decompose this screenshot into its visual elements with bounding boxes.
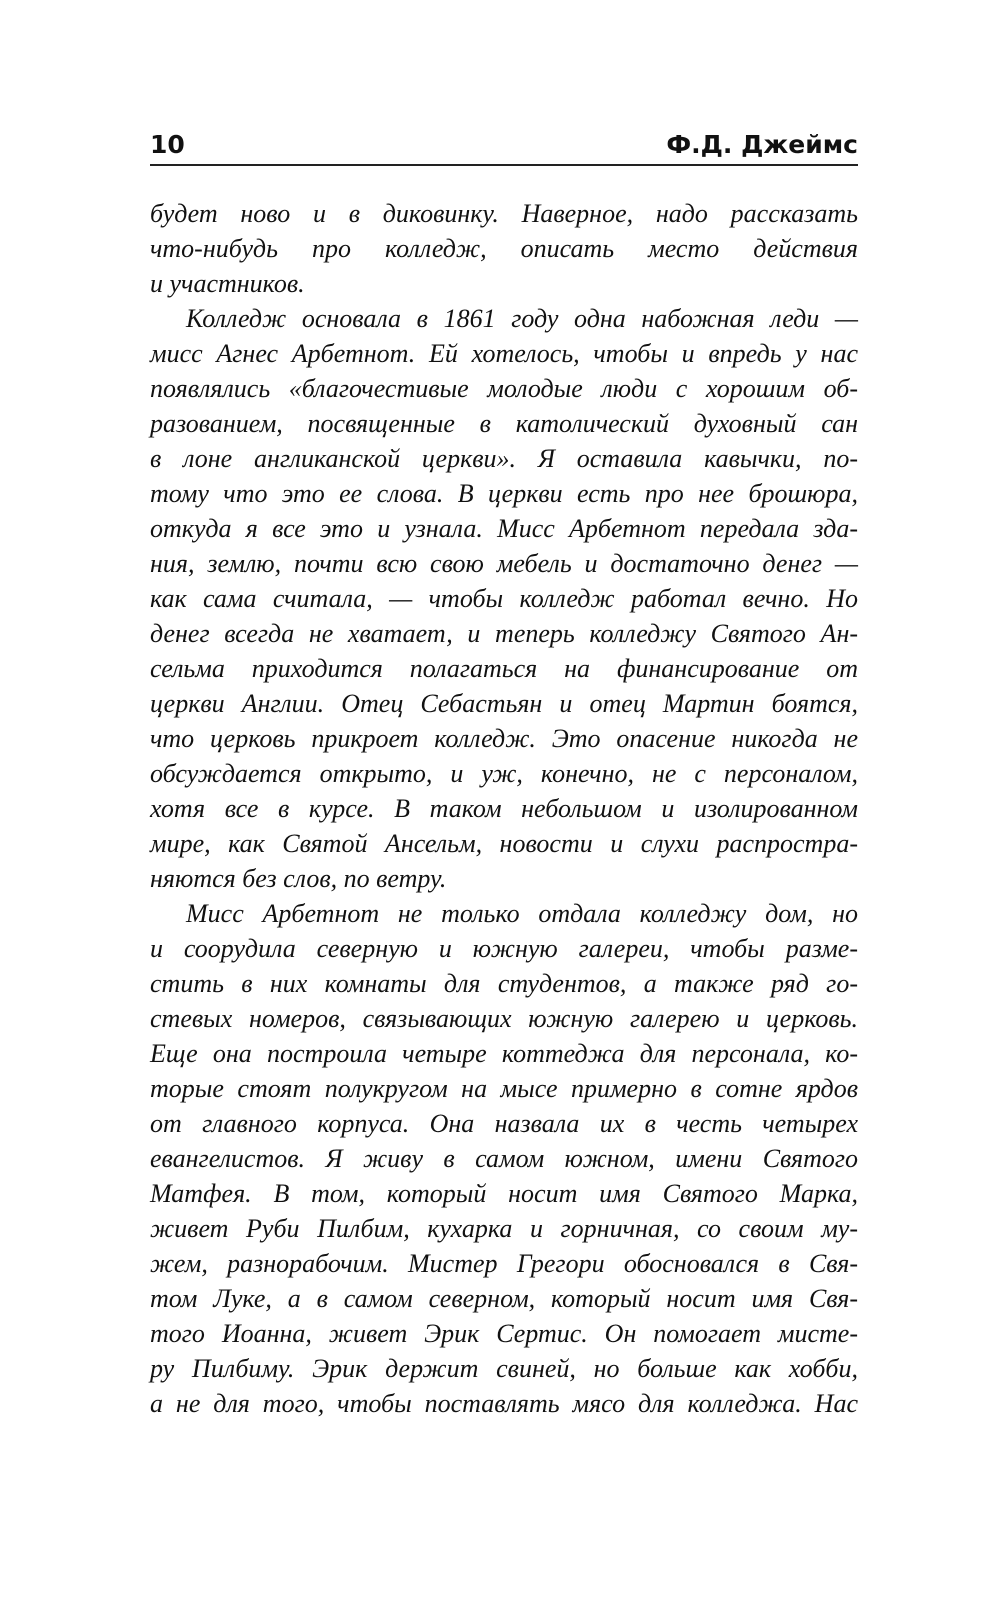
text-line: и соорудила северную и южную галереи, чтобы разме-: [150, 934, 858, 963]
text-line: обсуждается открыто, и уж, конечно, не с персоналом,: [150, 759, 858, 788]
text-line: живет Руби Пилбим, кухарка и горничная, со своим му-: [150, 1214, 858, 1243]
text-line: Матфея. В том, который носит имя Святого Марка,: [150, 1179, 858, 1208]
text-line: от главного корпуса. Она назвала их в честь четырех: [150, 1109, 858, 1138]
text-line: стевых номеров, связывающих южную галерею и церковь.: [150, 1004, 858, 1033]
text-line: и участников.: [150, 269, 305, 298]
text-line: разованием, посвященные в католический духовный сан: [150, 409, 858, 438]
text-line: откуда я все это и узнала. Мисс Арбетнот передала зда-: [150, 514, 858, 543]
text-line: что-нибудь про колледж, описать место действия: [150, 234, 858, 263]
running-header: [150, 128, 858, 166]
text-line: в лоне англиканской церкви». Я оставила кавычки, по-: [150, 444, 858, 473]
text-line: ру Пилбиму. Эрик держит свиней, но больше как хобби,: [150, 1354, 858, 1383]
text-line: что церковь прикроет колледж. Это опасение никогда не: [150, 724, 858, 753]
text-line: хотя все в курсе. В таком небольшом и изолированном: [150, 794, 858, 823]
text-line: Мисс Арбетнот не только отдала колледжу дом, но: [186, 899, 858, 928]
text-line: няются без слов, по ветру.: [150, 864, 447, 893]
page-number: 10: [150, 130, 185, 159]
text-line: ния, землю, почти всю свою мебель и достаточно денег —: [150, 549, 858, 578]
text-line: стить в них комнаты для студентов, а также ряд го-: [150, 969, 858, 998]
text-line: Колледж основала в 1861 году одна набожная леди —: [186, 304, 858, 333]
text-line: будет ново и в диковинку. Наверное, надо рассказать: [150, 199, 858, 228]
text-line: того Иоанна, живет Эрик Сертис. Он помогает мисте-: [150, 1319, 858, 1348]
text-line: появлялись «благочестивые молодые люди с хорошим об-: [150, 374, 858, 403]
text-line: денег всегда не хватает, и теперь колледжу Святого Ан-: [150, 619, 858, 648]
text-line: тому что это ее слова. В церкви есть про нее брошюра,: [150, 479, 858, 508]
text-line: Еще она построила четыре коттеджа для персонала, ко-: [150, 1039, 858, 1068]
running-header-author: Ф.Д. Джеймс: [666, 130, 858, 159]
text-line: сельма приходится полагаться на финансирование от: [150, 654, 858, 683]
text-line: евангелистов. Я живу в самом южном, имени Святого: [150, 1144, 858, 1173]
text-line: том Луке, а в самом северном, который носит имя Свя-: [150, 1284, 858, 1313]
text-line: церкви Англии. Отец Себастьян и отец Мартин боятся,: [150, 689, 858, 718]
text-line: мисс Агнес Арбетнот. Ей хотелось, чтобы и впредь у нас: [150, 339, 858, 368]
body-text: [150, 196, 858, 1421]
text-line: а не для того, чтобы поставлять мясо для колледжа. Нас: [150, 1389, 858, 1418]
text-line: жем, разнорабочим. Мистер Грегори обосновался в Свя-: [150, 1249, 858, 1278]
text-line: торые стоят полукругом на мысе примерно в сотне ярдов: [150, 1074, 858, 1103]
text-line: мире, как Святой Ансельм, новости и слухи распростра-: [150, 829, 858, 858]
text-line: как сама считала, — чтобы колледж работал вечно. Но: [150, 584, 858, 613]
